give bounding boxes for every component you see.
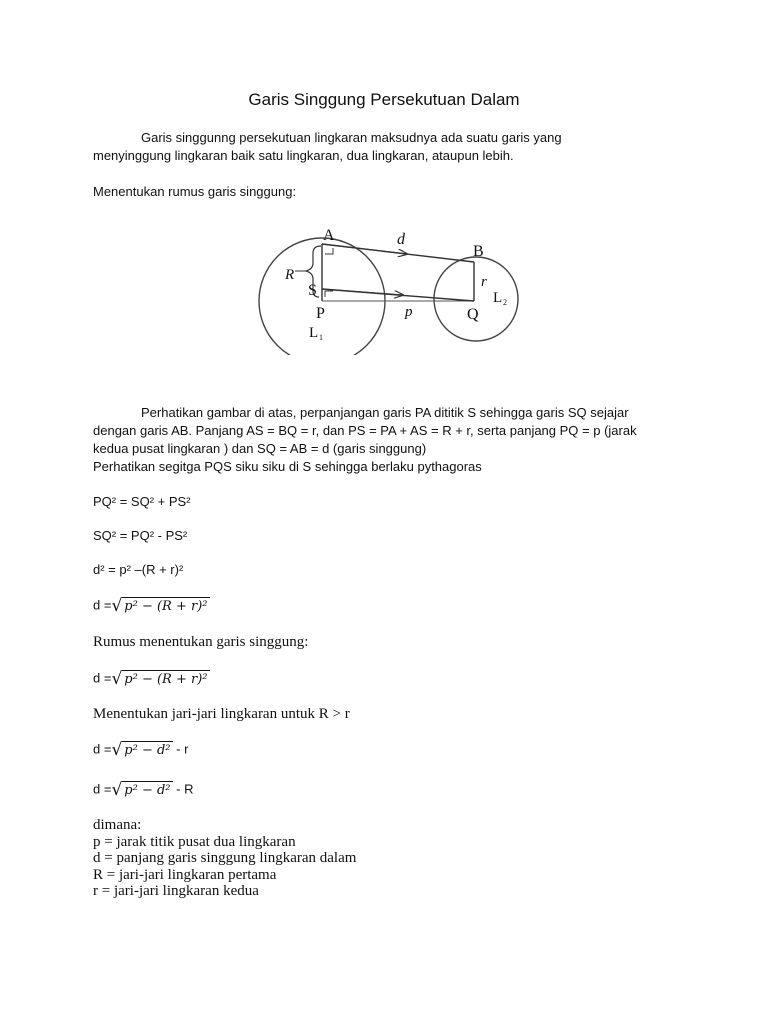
label-l1: L: [309, 325, 319, 341]
tangent-diagram: [255, 225, 525, 355]
label-b: B: [473, 243, 484, 260]
label-l1-sub: 1: [319, 333, 323, 342]
intro-line-1: Garis singgunng persekutuan lingkaran maksudnya ada suatu garis yang: [141, 130, 562, 145]
jari-2-tail: - R: [172, 781, 194, 797]
equation-3: d² = p² –(R + r)²: [93, 562, 184, 577]
label-l2: L: [493, 290, 503, 306]
equation-4: [93, 597, 210, 615]
jari-equation-2: [93, 781, 193, 799]
dimana-item-p: p = jarak titik pusat dua lingkaran: [93, 834, 296, 850]
jari-heading: Menentukan jari-jari lingkaran untuk R > r: [93, 706, 350, 722]
label-r-big: R: [285, 267, 295, 283]
equation-2: SQ² = PQ² - PS²: [93, 528, 188, 543]
explanation-line-1: Perhatikan gambar di atas, perpanjangan garis PA dititik S sehingga garis SQ sejajar: [141, 405, 629, 420]
arrow-ab: [322, 244, 407, 254]
dimana-item-small-r: r = jari-jari lingkaran kedua: [93, 883, 259, 899]
equation-4-radical: √ p² − (R + r)²: [111, 596, 208, 616]
label-l2-sub: 2: [503, 298, 507, 307]
label-d: d: [397, 231, 405, 248]
right-angle-s: [325, 291, 333, 297]
rumus-radicand: p² − (R + r)²: [124, 672, 208, 687]
formula-heading: Menentukan rumus garis singgung:: [93, 184, 297, 199]
dimana-item-d: d = panjang garis singgung lingkaran dalam: [93, 850, 357, 866]
jari-1-radicand: p² − d²: [124, 743, 171, 758]
label-p-small: p: [405, 304, 413, 320]
jari-2-radicand: p² − d²: [124, 783, 171, 798]
explanation-line-4: Perhatikan segitga PQS siku siku di S sehingga berlaku pythagoras: [93, 459, 482, 474]
jari-1-tail: - r: [172, 741, 189, 757]
jari-equation-1: [93, 741, 188, 759]
jari-1-lhs: d =: [93, 741, 112, 757]
rumus-heading: Rumus menentukan garis singgung:: [93, 634, 309, 650]
rumus-radical: √ p² − (R + r)²: [111, 669, 208, 689]
jari-1-radical: √ p² − d²: [111, 740, 171, 760]
arrow-sq: [322, 289, 403, 295]
rumus-equation: [93, 670, 210, 688]
label-q: Q: [467, 306, 479, 323]
label-a: A: [323, 227, 335, 244]
label-p: P: [316, 305, 325, 322]
dimana-item-big-r: R = jari-jari lingkaran pertama: [93, 867, 277, 883]
explanation-line-3: kedua pusat lingkaran ) dan SQ = AB = d (garis singgung): [93, 441, 427, 456]
equation-4-radicand: p² − (R + r)²: [124, 599, 208, 614]
intro-line-2: menyinggung lingkaran baik satu lingkaran, dua lingkaran, ataupun lebih.: [93, 148, 514, 163]
equation-1: PQ² = SQ² + PS²: [93, 494, 191, 509]
right-angle-a: [325, 248, 333, 254]
equation-4-lhs: d =: [93, 597, 112, 613]
page-title: Garis Singgung Persekutuan Dalam: [248, 90, 520, 109]
label-s: S: [308, 282, 317, 299]
rumus-lhs: d =: [93, 670, 112, 686]
dimana-heading: dimana:: [93, 817, 142, 833]
explanation-line-2: dengan garis AB. Panjang AS = BQ = r, dan PS = PA + AS = R + r, serta panjang PQ = p (jarak: [93, 423, 637, 438]
label-r-small: r: [481, 274, 487, 290]
jari-2-lhs: d =: [93, 781, 112, 797]
jari-2-radical: √ p² − d²: [111, 780, 171, 800]
